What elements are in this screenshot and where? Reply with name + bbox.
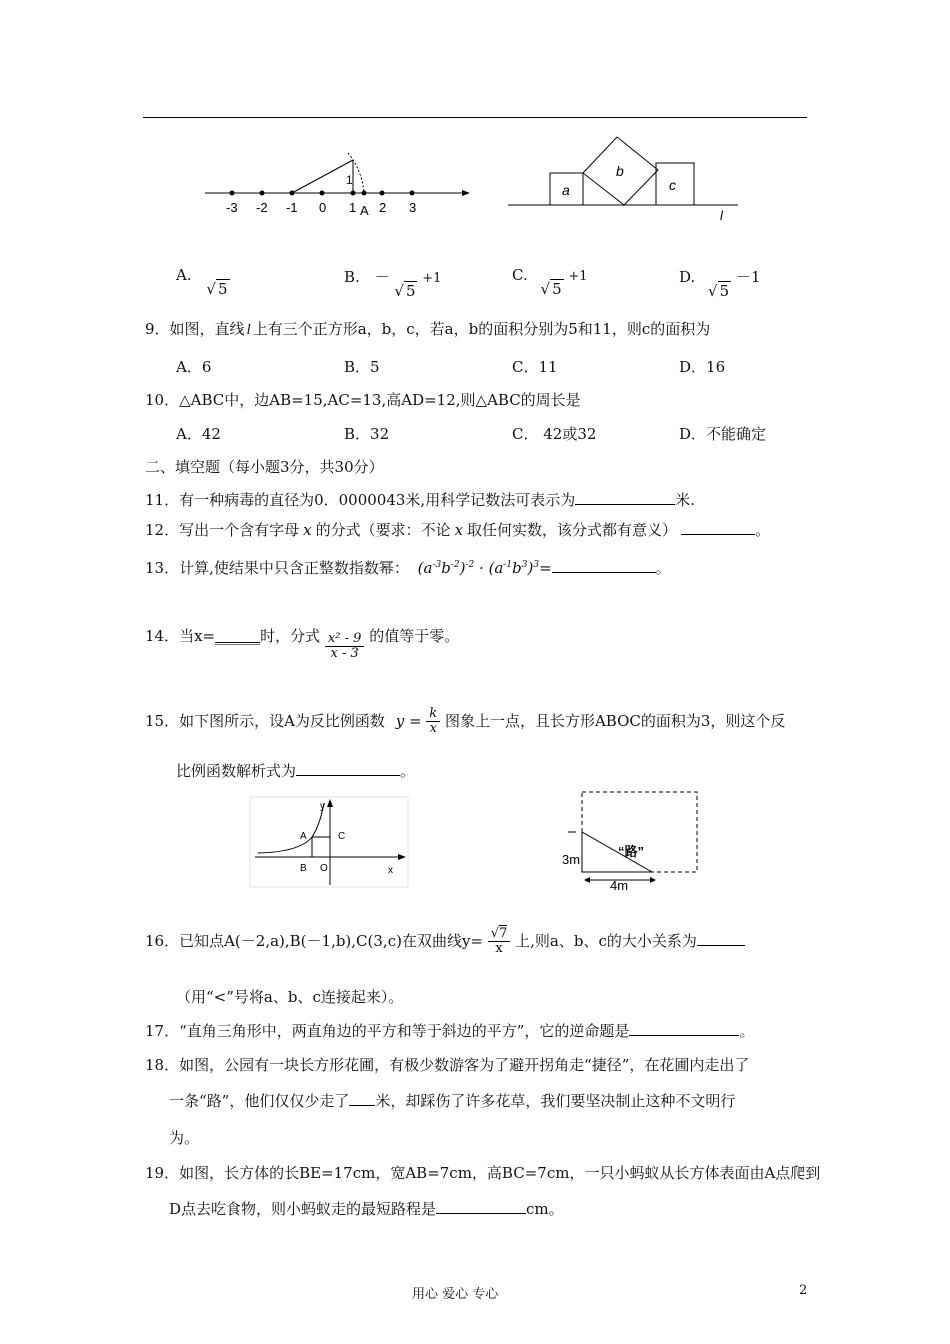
label-c: c	[669, 177, 676, 193]
q15-line2: 比例函数解析式为 。	[176, 762, 416, 780]
q9-option-d: D．16	[679, 358, 726, 376]
road-label: “路”	[618, 844, 645, 859]
page-number: 2	[799, 1283, 808, 1298]
label-O: O	[320, 863, 328, 874]
q8-option-c: C. √ 5 +1	[512, 266, 588, 298]
label-y: y	[320, 801, 325, 812]
garden-figure	[560, 792, 705, 892]
width-label: 4m	[610, 878, 629, 893]
footer-text: 用心 爱心 专心	[412, 1287, 499, 1302]
q19-line2: D点去吃食物，则小蚂蚁走的最短路程是 cm。	[169, 1200, 564, 1218]
label-B: B	[300, 863, 307, 874]
q11: 11．有一种病毒的直径为0．0000043米,用科学记数法可表示为 米.	[145, 491, 695, 509]
q13: 13．计算,使结果中只含正整数指数幂： $(a^{-3}b^{-2})^{-2} \cdot (a^{-1}b^3)^3=$ 。	[145, 559, 671, 577]
label-l: l	[720, 208, 723, 223]
q9-option-a: A．6	[176, 358, 212, 376]
q14: 14．当x=______时，分式 $\frac{\text{x² - 9}}{x - 3}$ 的值等于零。	[145, 626, 460, 662]
header-rule	[143, 117, 807, 118]
q19-line1: 19．如图，长方体的长BE=17cm，宽AB=7cm，高BC=7cm，一只小蚂蚁从长方体表面由A点爬到	[145, 1164, 821, 1182]
q9-option-c: C．11	[512, 358, 558, 376]
q10-option-c: C． 42或32	[512, 425, 597, 443]
tick-label: -2	[256, 200, 268, 215]
label-a: a	[562, 182, 570, 198]
q16-line1: 16．已知点A(－2,a),B(－1,b),C(3,c)在双曲线y= $\frac{√7}{x}$ 上,则a、b、c的大小关系为	[145, 927, 745, 957]
q10-option-a: A．42	[176, 425, 221, 443]
tick-label: 2	[379, 200, 387, 215]
label-b: b	[616, 163, 624, 179]
tick-label: 3	[409, 200, 417, 215]
q8-option-d: D. √ 5 －1	[679, 268, 761, 300]
q18-line2: 一条“路”，他们仅仅少走了 米，却踩伤了许多花草，我们要坚决制止这种不文明行	[169, 1092, 736, 1110]
squares-figure	[506, 130, 746, 225]
q10-option-b: B．32	[344, 425, 390, 443]
q9-option-b: B．5	[344, 358, 380, 376]
section-2-heading: 二、填空题（每小题3分，共30分）	[145, 458, 384, 476]
q18-line3: 为。	[169, 1129, 200, 1147]
label-C: C	[338, 831, 346, 842]
q8-option-a: A. √ 5	[176, 266, 228, 298]
q16-line2: （用“<”号将a、b、c连接起来）。	[176, 988, 404, 1006]
hyperbola-figure	[250, 797, 410, 889]
q10-stem: 10．△ABC中，边AB=15,AC=13,高AD=12,则△ABC的周长是	[145, 391, 581, 409]
label-A: A	[300, 831, 307, 842]
q15-fraction: $\frac{k}{x}$	[426, 707, 440, 737]
tick-label: -3	[226, 200, 238, 215]
side-label: 1	[346, 173, 353, 187]
number-line-figure	[200, 140, 470, 220]
q8-option-b: B. － √ 5 +1	[344, 268, 442, 300]
height-label: 3m	[562, 852, 581, 867]
tick-label: -1	[286, 200, 298, 215]
q16-fraction: $\frac{√7}{x}$	[488, 927, 511, 957]
q10-option-d: D．不能确定	[679, 425, 767, 443]
q14-fraction: $\frac{\text{x² - 9}}{x - 3}$	[325, 632, 364, 662]
q13-expression: $(a^{-3}b^{-2})^{-2} \cdot (a^{-1}b^3)^3$	[417, 559, 540, 577]
q15-line1: 15．如下图所示，设A为反比例函数 y = $\frac{k}{x}$ 图象上一点，且长方形ABOC的面积为3，则这个反	[145, 706, 786, 737]
q18-line1: 18．如图，公园有一块长方形花圃，有极少数游客为了避开拐角走“捷径”，在花圃内走出了	[145, 1056, 750, 1074]
tick-label: 0	[319, 200, 327, 215]
point-label: A	[360, 203, 369, 218]
q17: 17．“直角三角形中，两直角边的平方和等于斜边的平方”，它的逆命题是 。	[145, 1022, 755, 1040]
tick-label: 1	[349, 200, 357, 215]
q9-stem: 9．如图，直线 l 上有三个正方形a，b，c，若a，b的面积分别为5和11，则c的面积为	[145, 320, 711, 338]
q12: 12．写出一个含有字母 x 的分式（要求：不论 x 取任何实数，该分式都有意义） 。	[145, 521, 771, 539]
label-x: x	[388, 865, 393, 876]
